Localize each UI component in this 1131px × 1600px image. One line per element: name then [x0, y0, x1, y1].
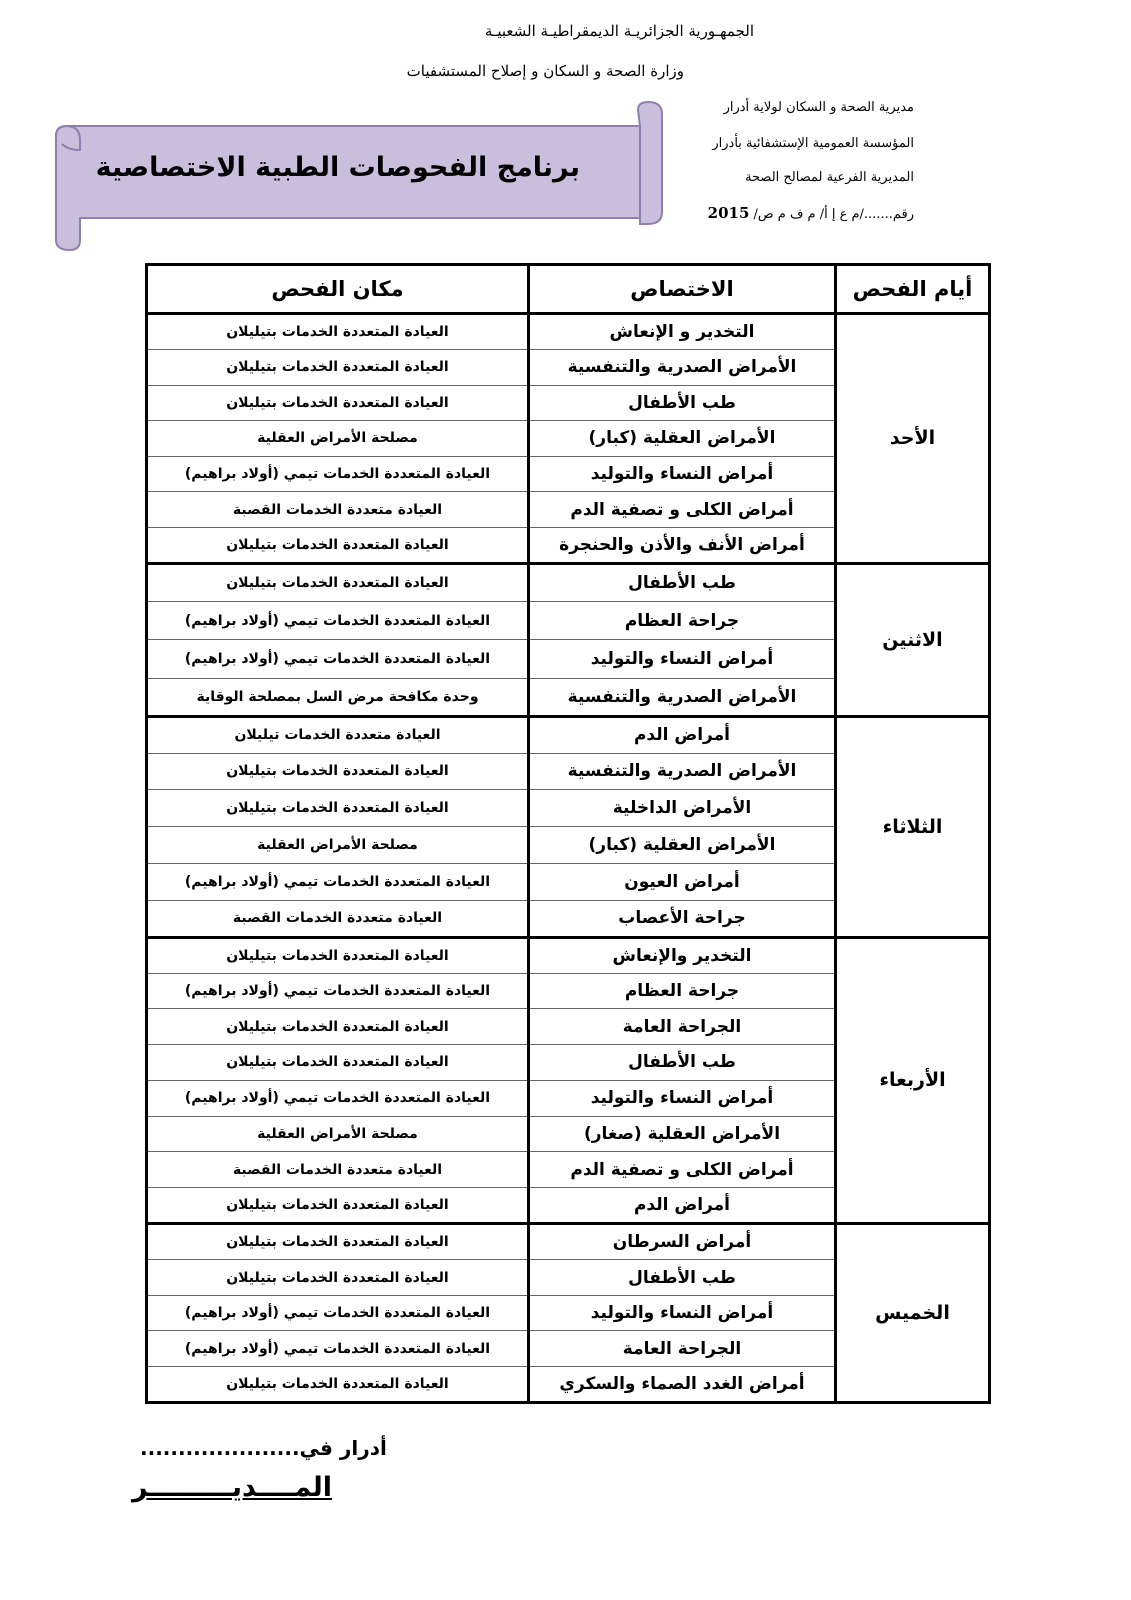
place-cell: العيادة المتعددة الخدمات بتيليلان: [147, 314, 529, 350]
place-cell: العيادة متعددة الخدمات تيليلان: [147, 716, 529, 753]
place-cell: العيادة المتعددة الخدمات بتيليلان: [147, 937, 529, 973]
exam-schedule-table: [145, 263, 991, 1404]
day-cell: الثلاثاء: [835, 716, 989, 937]
specialty-cell: الأمراض الداخلية: [528, 790, 835, 827]
day-cell: الخميس: [835, 1224, 989, 1403]
hospital-line: المؤسسة العمومية الإستشفائية بأدرار: [712, 136, 914, 151]
specialty-cell: أمراض السرطان: [528, 1224, 835, 1260]
day-cell: الاثنين: [835, 563, 989, 716]
specialty-cell: طب الأطفال: [528, 385, 835, 421]
reference-prefix: رقم......./م ع إ أ/ م ف م ص/: [753, 207, 914, 222]
specialty-cell: الأمراض الصدرية والتنفسية: [528, 753, 835, 790]
table-row: [147, 1224, 990, 1260]
reference-number: [708, 204, 914, 222]
place-cell: العيادة متعددة الخدمات القصبة: [147, 900, 529, 937]
table-row: [147, 314, 990, 350]
reference-year: 2015: [707, 204, 750, 222]
place-cell: العيادة المتعددة الخدمات تيمي (أولاد براهيم): [147, 863, 529, 900]
place-cell: العيادة متعددة الخدمات القصبة: [147, 492, 529, 528]
specialty-cell: أمراض النساء والتوليد: [528, 456, 835, 492]
place-cell: وحدة مكافحة مرض السل بمصلحة الوقاية: [147, 678, 529, 716]
place-cell: العيادة المتعددة الخدمات بتيليلان: [147, 1045, 529, 1081]
specialty-cell: الجراحة العامة: [528, 1009, 835, 1045]
place-cell: العيادة المتعددة الخدمات بتيليلان: [147, 527, 529, 563]
place-cell: العيادة المتعددة الخدمات بتيليلان: [147, 753, 529, 790]
table-header-row: [147, 265, 990, 314]
place-cell: العيادة المتعددة الخدمات تيمي (أولاد براهيم): [147, 1295, 529, 1331]
table-row: [147, 716, 990, 753]
director-signature-label: المــــديـــــــــر: [132, 1472, 332, 1503]
specialty-cell: أمراض النساء والتوليد: [528, 1080, 835, 1116]
subdirectorate-line: المديرية الفرعية لمصالح الصحة: [745, 170, 914, 185]
header-day: أيام الفحص: [835, 265, 989, 314]
specialty-cell: أمراض الدم: [528, 1188, 835, 1224]
specialty-cell: أمراض الكلى و تصفية الدم: [528, 1152, 835, 1188]
table-row: [147, 563, 990, 601]
place-cell: العيادة المتعددة الخدمات بتيليلان: [147, 563, 529, 601]
ministry-name: وزارة الصحة و السكان و إصلاح المستشفيات: [406, 62, 684, 80]
place-cell: العيادة المتعددة الخدمات تيمي (أولاد براهيم): [147, 640, 529, 678]
header-place: مكان الفحص: [147, 265, 529, 314]
place-cell: العيادة المتعددة الخدمات تيمي (أولاد براهيم): [147, 456, 529, 492]
place-cell: العيادة المتعددة الخدمات بتيليلان: [147, 1009, 529, 1045]
specialty-cell: الأمراض الصدرية والتنفسية: [528, 350, 835, 386]
page-title: برنامج الفحوصات الطبية الاختصاصية: [95, 152, 580, 183]
place-cell: مصلحة الأمراض العقلية: [147, 421, 529, 457]
place-cell: العيادة المتعددة الخدمات بتيليلان: [147, 385, 529, 421]
specialty-cell: الأمراض العقلية (كبار): [528, 421, 835, 457]
specialty-cell: الأمراض العقلية (كبار): [528, 827, 835, 864]
specialty-cell: جراحة العظام: [528, 602, 835, 640]
place-cell: العيادة متعددة الخدمات القصبة: [147, 1152, 529, 1188]
place-and-date: أدرار في.....................: [140, 1436, 387, 1460]
directorate-line: مديرية الصحة و السكان لولاية أدرار: [723, 100, 914, 115]
place-cell: العيادة المتعددة الخدمات تيمي (أولاد براهيم): [147, 1331, 529, 1367]
place-cell: العيادة المتعددة الخدمات بتيليلان: [147, 1367, 529, 1403]
specialty-cell: الأمراض العقلية (صغار): [528, 1116, 835, 1152]
specialty-cell: طب الأطفال: [528, 563, 835, 601]
specialty-cell: أمراض الأنف والأذن والحنجرة: [528, 527, 835, 563]
place-cell: مصلحة الأمراض العقلية: [147, 827, 529, 864]
specialty-cell: جراحة الأعصاب: [528, 900, 835, 937]
specialty-cell: أمراض الغدد الصماء والسكري: [528, 1367, 835, 1403]
specialty-cell: أمراض الكلى و تصفية الدم: [528, 492, 835, 528]
place-cell: العيادة المتعددة الخدمات بتيليلان: [147, 1260, 529, 1296]
specialty-cell: أمراض النساء والتوليد: [528, 640, 835, 678]
specialty-cell: الجراحة العامة: [528, 1331, 835, 1367]
specialty-cell: أمراض الدم: [528, 716, 835, 753]
place-cell: العيادة المتعددة الخدمات بتيليلان: [147, 790, 529, 827]
specialty-cell: جراحة العظام: [528, 973, 835, 1009]
specialty-cell: طب الأطفال: [528, 1260, 835, 1296]
header-specialty: الاختصاص: [528, 265, 835, 314]
specialty-cell: التخدير والإنعاش: [528, 937, 835, 973]
place-cell: العيادة المتعددة الخدمات تيمي (أولاد براهيم): [147, 973, 529, 1009]
republic-name: الجمهـورية الجزائريـة الديمقراطيـة الشعبيـة: [484, 22, 754, 40]
specialty-cell: التخدير و الإنعاش: [528, 314, 835, 350]
specialty-cell: أمراض العيون: [528, 863, 835, 900]
table-row: [147, 937, 990, 973]
place-cell: العيادة المتعددة الخدمات تيمي (أولاد براهيم): [147, 602, 529, 640]
place-cell: العيادة المتعددة الخدمات بتيليلان: [147, 1224, 529, 1260]
place-cell: العيادة المتعددة الخدمات بتيليلان: [147, 350, 529, 386]
place-cell: مصلحة الأمراض العقلية: [147, 1116, 529, 1152]
place-cell: العيادة المتعددة الخدمات بتيليلان: [147, 1188, 529, 1224]
specialty-cell: طب الأطفال: [528, 1045, 835, 1081]
day-cell: الأربعاء: [835, 937, 989, 1224]
specialty-cell: أمراض النساء والتوليد: [528, 1295, 835, 1331]
specialty-cell: الأمراض الصدرية والتنفسية: [528, 678, 835, 716]
day-cell: الأحد: [835, 314, 989, 564]
place-cell: العيادة المتعددة الخدمات تيمي (أولاد براهيم): [147, 1080, 529, 1116]
